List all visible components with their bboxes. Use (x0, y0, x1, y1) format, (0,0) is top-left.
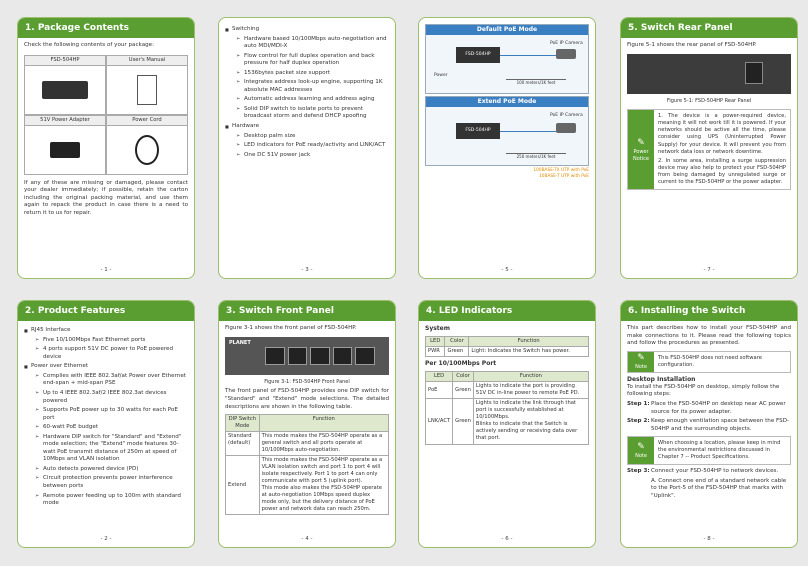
adapter-image (24, 126, 106, 175)
mode-cell: Extend (226, 456, 260, 515)
camera-icon (556, 123, 576, 133)
power-notice-icon: ✎ Power Notice (628, 110, 654, 188)
note-icon: ✎ Note (628, 437, 654, 464)
intro-text: Figure 5-1 shows the rear panel of FSD-504HP. (627, 42, 757, 49)
list-item: ➢ Hardware based 10/100Mbps auto-negotiation and auto MDI/MDI-X (236, 36, 389, 51)
page-number: - 6 - (501, 535, 513, 542)
figure-caption: Figure 3-1: FSD-504HP Front Panel (264, 378, 350, 385)
page-title: 4. LED Indicators (419, 301, 595, 321)
list-item: ➢ Auto detects powered device (PD) (35, 466, 188, 474)
item-label: Power Cord (106, 115, 188, 126)
list-item: ➢ One DC 51V power jack (236, 152, 389, 160)
list-item: ➢ 1536bytes packet size support (236, 70, 389, 78)
switch-device: FSD-504HP (456, 47, 500, 63)
power-label: Power (434, 73, 448, 79)
step-text: Connect your FSD-504HP to network devices. (651, 468, 779, 475)
notice-item: 2. In some area, installing a surge suppression device may also help to protect your FSD-504HP from being damaged by unregulated surge or current to the FSD-504HP or the power adapter. (658, 157, 786, 185)
list-item: ➢ LED indicators for PoE ready/activity and LINK/ACT (236, 142, 389, 150)
list-item: ➢ Solid DIP switch to isolate ports to prevent broadcast storm and defend DHCP spoofing (236, 106, 389, 121)
page-title: 3. Switch Front Panel (219, 301, 395, 321)
page-2 (17, 300, 195, 548)
page-number: - 1 - (100, 266, 112, 273)
switch-image (24, 66, 106, 115)
page-title: 6. Installing the Switch (621, 301, 797, 321)
list-item: ➢ Remote power feeding up to 100m with standard mode (35, 493, 188, 508)
port-led-table: LED Color Function PoE Green Lights to indicate the port is providing 51V DC in-line power to remote PoE PD. LNK/ACT Green Lights to indicate the link through that port is successfully established at 10/100Mbps. Blinks to indicate that the Switch is actively sending or receiving data over that port. (425, 371, 589, 444)
item-label: 51V Power Adapter (24, 115, 106, 126)
page-number: - 7 - (703, 266, 715, 273)
list-item: ➢ Up to 4 IEEE 802.3af/2 IEEE 802.3at devices powered (35, 390, 188, 405)
section-label: Power over Ethernet (31, 363, 89, 370)
list-item: ➢ Supports PoE power up to 30 watts for each PoE port (35, 407, 188, 422)
page-number: - 4 - (301, 535, 313, 542)
power-cord-image (106, 126, 188, 175)
page-5 (418, 17, 596, 279)
manual-image (106, 66, 188, 115)
page-8: 6. Installing the Switch This part describes how to install your FSD-504HP and make connections to it. Please read the following topics and follow the procedures as presented. ✎ Note This FSD-504HP does not need software configuration. Desktop Installation To install the FSD-504HP on desktop, simply follow the following steps: Step 1: Place the FSD-504HP on desktop near AC power source for its power adapter. Step 2: Keep enough ventilation space between the FSD-504HP and the surrounding objects. ✎ Note When choosing a location, please keep in mind the environmental restrictions discussed in Chapter 7 -- Product Specifications. Step 3: Connect your FSD-504HP to network devices. A. Connect one end of a standard network cable to the Port-5 of the FSD-504HP that marks with "Uplink". - 8 - (620, 300, 798, 548)
note-text: This FSD-504HP does not need software configuration. (658, 354, 762, 368)
notice-item: 1. The device is a power-required device, meaning it will not work till it is powered. If your networks should be active all the time, please consider using UPS (Uninterrupted Power Supply) for your device. It will prevent you from network data loss or network downtime. (658, 113, 786, 155)
dip-switch-table: DIP Switch Mode Function Standard (default) This mode makes the FSD-504HP operate as a general switch and all ports operate at 10/100Mbps auto-negotiation. Extend This mode makes the FSD-504HP operate as a VLAN isolation switch and port 1 to port 4 will isolate respectively. Port 1 to port 4 can only communicate with port 5 (uplink port). This mode also makes the FSD-504HP operate at auto-negotiation 10Mbps speed duplex mode only, but the delivery distance of PoE power and network data can reach 250m. (225, 414, 389, 515)
desktop-intro: To install the FSD-504HP on desktop, simply follow the following steps: (627, 383, 780, 398)
intro-text: Check the following contents of your package: (24, 42, 155, 49)
description: The front panel of FSD-504HP provides one DIP switch for "Standard" and "Extend" mode selections. The detailed descriptions are shown in the following table. (225, 388, 389, 410)
list-item: ➢ Automatic address learning and address aging (236, 96, 389, 104)
page-number: - 8 - (703, 535, 715, 542)
page-7 (620, 17, 798, 279)
page-title: 5. Switch Rear Panel (621, 18, 797, 38)
rear-panel-image (627, 54, 791, 94)
page-3 (218, 17, 396, 279)
note-icon: ✎ Note (628, 352, 654, 372)
page-number: - 2 - (100, 535, 112, 542)
step-text: Place the FSD-504HP on desktop near AC power source for its power adapter. (651, 401, 786, 415)
section-label: Hardware (232, 123, 260, 130)
list-item: ➢ 4 ports support 51V DC power to PoE powered device (35, 346, 188, 361)
note-text: When choosing a location, please keep in mind the environmental restrictions discussed in Chapter 7 -- Product Specifications. (658, 440, 781, 461)
intro-text: Figure 3-1 shows the front panel of FSD-504HP. (225, 325, 357, 332)
page-4 (218, 300, 396, 548)
intro-text: This part describes how to install your FSD-504HP and make connections to it. Please read the following topics and follow the procedures as presented. (627, 325, 791, 347)
extend-mode-diagram: Extend PoE Mode FSD-504HP PoE IP Camera 250 meters/1K feet (425, 96, 589, 166)
function-cell: This mode makes the FSD-504HP operate as a VLAN isolation switch and port 1 to port 4 will isolate respectively. Port 1 to port 4 can only communicate with port 5 (uplink port). (261, 457, 383, 485)
function-cell: This mode also makes the FSD-504HP operate at auto-negotiation 10Mbps speed duplex mode only, but the delivery distance of PoE power and network data can reach 250m. (261, 485, 382, 513)
page-1 (17, 17, 195, 279)
item-label: User's Manual (106, 55, 188, 66)
list-item: ➢ Circuit protection prevents power interference between ports (35, 475, 188, 490)
list-item: ➢ Five 10/100Mbps Fast Ethernet ports (35, 337, 188, 345)
item-label: FSD-504HP (24, 55, 106, 66)
page-6 (418, 300, 596, 548)
system-led-table: LED Color Function PWR Green Light: Indicates the Switch has power. (425, 336, 589, 357)
list-item: ➢ 60-watt PoE budget (35, 424, 188, 432)
page-title: 2. Product Features (18, 301, 194, 321)
legend-1: 100BASE-TX UTP with PoE (533, 168, 589, 174)
page-number: - 5 - (501, 266, 513, 273)
list-item: ➢ Integrates address look-up engine, supporting 1K absolute MAC addresses (236, 79, 389, 94)
camera-label: PoE IP Camera (550, 113, 583, 119)
section-heading: System (425, 325, 450, 333)
mode-cell: Standard (default) (226, 432, 260, 456)
camera-label: PoE IP Camera (550, 41, 583, 47)
list-item: ➢ Complies with IEEE 802.3af/at Power over Ethernet end-span + mid-span PSE (35, 373, 188, 388)
step-substep: A. Connect one end of a standard network cable to the Port-5 of the FSD-504HP that marks with "Uplink". (651, 477, 787, 499)
list-item: ➢ Flow control for full duplex operation and back pressure for half duplex operation (236, 53, 389, 68)
switch-device: FSD-504HP (456, 123, 500, 139)
page-title: 1. Package Contents (18, 18, 194, 38)
planet-logo: PLANET (229, 339, 251, 346)
page-number: - 3 - (301, 266, 313, 273)
section-heading: Per 10/100Mbps Port (425, 360, 497, 368)
front-panel-image (225, 337, 389, 375)
outro-text: If any of these are missing or damaged, please contact your dealer immediately; if possible, retain the carton including the original packing material, and use them again to repack the product in case there is a need to return it to us for repair. (24, 179, 188, 216)
function-cell: This mode makes the FSD-504HP operate as a general switch and all ports operate at 10/100Mbps auto-negotiation. (259, 432, 388, 456)
camera-icon (556, 49, 576, 59)
list-item: ➢ Desktop palm size (236, 133, 389, 141)
section-label: Switching (232, 26, 260, 32)
section-label: RJ45 Interface (31, 327, 71, 334)
list-item: ➢ Hardware DIP switch for "Standard" and "Extend" mode selection; the "Extend" mode features 30-watt PoE transmit distance of 250m at speed of 10Mbps and VLAN isolation (35, 434, 188, 464)
legend-2: 10BASE-T UTP with PoE (539, 173, 589, 179)
step-text: Keep enough ventilation space between the FSD-504HP and the surrounding objects. (651, 418, 790, 432)
figure-caption: Figure 5-1: FSD-504HP Rear Panel (666, 97, 752, 104)
section-heading: Desktop Installation (627, 375, 696, 383)
default-mode-diagram: Default PoE Mode FSD-504HP Power PoE IP Camera 100 meters/1K feet (425, 24, 589, 94)
